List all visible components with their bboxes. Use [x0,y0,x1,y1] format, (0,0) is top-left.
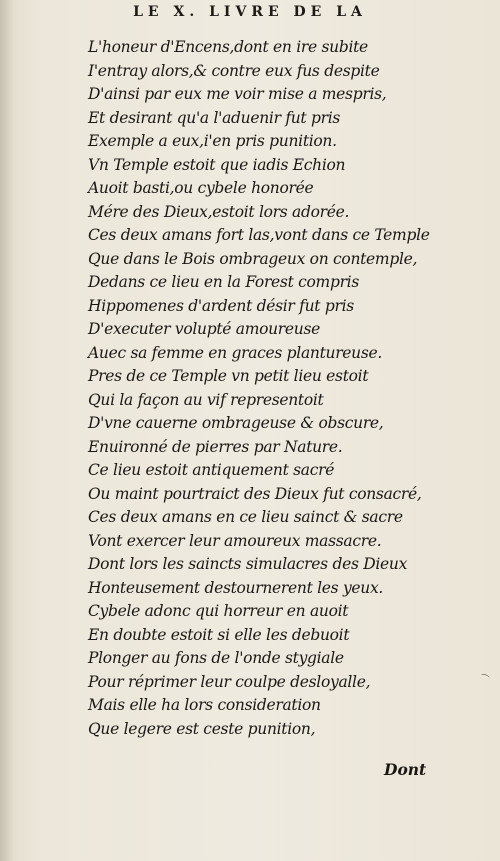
verse-line: Dont lors les saincts simulacres des Dieux [88,555,408,573]
verse-line: Que legere est ceste punition, [88,719,316,738]
verse-line: Auec sa femme en graces plantureuse. [88,343,383,362]
verse-line: Dedans ce lieu en la Forest compris [88,273,359,291]
verse-line: Mais elle ha lors consideration [88,696,321,714]
verse-line: Enuironné de pierres par Nature. [88,437,343,456]
verse-line: Cybele adonc qui horreur en auoit [88,602,349,620]
verse-line: Pour réprimer leur coulpe desloyalle, [88,672,371,691]
verse-line: I'entray alors,& contre eux fus despite [88,61,380,80]
verse-line: D'vne cauerne ombrageuse & obscure, [88,414,384,432]
verse-line: Honteusement destournerent les yeux. [88,578,384,597]
verse-line: Mére des Dieux,estoit lors adorée. [88,202,350,221]
verse-line: Ce lieu estoit antiquement sacré [88,461,335,479]
verse-line: Ou maint pourtraict des Dieux fut consacré, [88,484,422,503]
running-head: LE X. LIVRE DE LA [133,4,367,20]
verse-line: Vont exercer leur amoureux massacre. [88,531,382,550]
verse-line: D'ainsi par eux me voir mise a mespris, [88,85,387,103]
verse-line: Ces deux amans fort las,vont dans ce Temple [88,226,430,244]
verse-line: Vn Temple estoit que iadis Echion [88,155,346,174]
verse-line: Qui la façon au vif representoit [88,390,324,409]
verse-block [88,36,488,741]
spine-shadow [0,0,14,861]
verse-line: Ces deux amans en ce lieu sainct & sacre [88,508,403,526]
verse-line: D'executer volupté amoureuse [88,320,321,338]
verse-line: Et desirant qu'a l'aduenir fut pris [88,108,341,127]
verse-line: Hippomenes d'ardent désir fut pris [88,296,354,315]
verse-line: Pres de ce Temple vn petit lieu estoit [88,367,369,385]
verse-line: Auoit basti,ou cybele honorée [88,179,314,197]
verse-line: L'honeur d'Encens,dont en ire subite [88,38,368,56]
verse-line: Que dans le Bois ombrageux on contemple, [88,249,418,268]
verse-line: Plonger au fons de l'onde stygiale [88,649,344,667]
verse-line: En doubte estoit si elle les debuoit [88,625,350,644]
catchword: Dont [384,760,427,779]
paper-mark: ⌒ [478,673,490,687]
verse-line: Exemple a eux,i'en pris punition. [88,132,337,150]
